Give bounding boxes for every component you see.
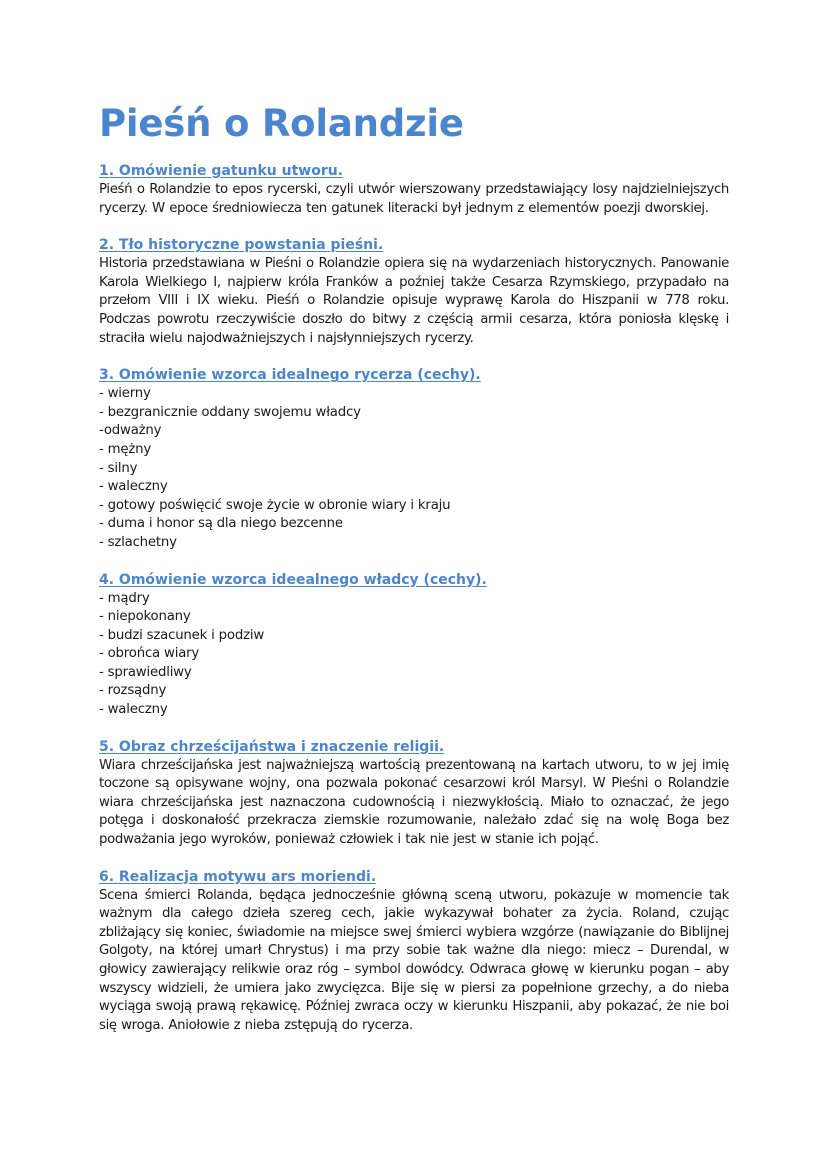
section-heading: 6. Realizacja motywu ars moriendi. (99, 868, 377, 885)
list-item: - mężny (99, 441, 152, 457)
trait-list (99, 385, 729, 552)
section-heading: 5. Obraz chrześcijaństwa i znaczenie religii. (99, 738, 445, 755)
list-item: - wierny (99, 386, 151, 402)
document-title: Pieśń o Rolandzie (99, 102, 464, 145)
list-item: - gotowy poświęcić swoje życie w obronie wiary i kraju (99, 497, 451, 513)
list-item: - budzi szacunek i podziw (99, 627, 265, 643)
document-page (99, 96, 729, 1053)
section-historical-background (99, 236, 729, 348)
section-christianity (99, 738, 729, 850)
list-item: - waleczny (99, 479, 168, 495)
section-ideal-knight (99, 366, 729, 552)
list-item: - waleczny (99, 702, 168, 718)
list-item: - obrońca wiary (99, 646, 200, 662)
section-ideal-ruler (99, 571, 729, 720)
section-heading: 1. Omówienie gatunku utworu. (99, 163, 344, 179)
section-paragraph: Wiara chrześcijańska jest najważniejszą wartością prezentowaną na kartach utworu, to w jej imię toczone są opisywane wojny, ona pozwala pokonać cesarzowi król Marsyl. W Pieśni o Rolandzie wiara chrześcijańska jest naznaczona cudownością i niezwykłością. Miało to oznaczać, że jego potęga i doskonałość przekracza ziemskie rozumowanie, należało zdać się na wolę Boga bez podważania jego wyroków, ponieważ człowiek i tak nie jest w stanie ich pojąć. (99, 757, 729, 848)
list-item: - niepokonany (99, 609, 191, 625)
section-ars-moriendi (99, 868, 729, 1036)
list-item: - sprawiedliwy (99, 664, 192, 680)
trait-list (99, 590, 729, 720)
list-item: - silny (99, 460, 138, 476)
list-item: - rozsądny (99, 683, 167, 699)
list-item: - bezgranicznie oddany swojemu władcy (99, 404, 361, 420)
section-paragraph: Scena śmierci Rolanda, będąca jednocześnie główną sceną utworu, pokazuje w momencie tak ważnym dla całego dzieła szereg cech, jakie wykazywał bohater za życia. Roland, czując zbliżający się koniec, świadomie na miejsce swej śmierci wybiera wzgórze (nawiązanie do Biblijnej Golgoty, na której umarł Chrystus) i ma przy sobie tak ważne dla niego: miecz – Durendal, w głowicy zawierający relikwie oraz róg – symbol dowódcy. Odwraca głowę w kierunku pogan – aby wszyscy widzieli, że umiera jako zwycięzca. Bije się w piersi za popełnione grzechy, a do nieba wyciąga swoją prawą rękawicę. Później zwraca oczy w kierunku Hiszpanii, aby pokazać, że nie boi się wroga. Aniołowie z nieba zstępują do rycerza. (99, 887, 729, 1033)
section-heading: 3. Omówienie wzorca idealnego rycerza (cechy). (99, 367, 481, 384)
list-item: - duma i honor są dla niego bezcenne (99, 516, 343, 532)
list-item: - mądry (99, 590, 150, 606)
section-paragraph: Pieśń o Rolandzie to epos rycerski, czyli utwór wierszowany przedstawiający losy najdzielniejszych rycerzy. W epoce średniowiecza ten gatunek literacki był jednym z elementów poezji dworskiej. (99, 182, 729, 216)
section-heading: 2. Tło historyczne powstania pieśni. (99, 237, 384, 254)
section-heading: 4. Omówienie wzorca ideealnego władcy (cechy). (99, 571, 487, 588)
section-genre (99, 162, 729, 218)
section-paragraph: Historia przedstawiana w Pieśni o Rolandzie opiera się na wydarzeniach historycznych. Panowanie Karola Wielkiego I, najpierw króla Franków a poźniej także Cesarza Rzymskiego, przypadało na przełom VIII i IX wieku. Pieśń o Rolandzie opisuje wyprawę Karola do Hiszpanii w 778 roku. Podczas powrotu rzeczywiście doszło do bitwy z częścią armii cesarza, która poniosła klęskę i straciła wielu najodważniejszych i najsłynniejszych rycerzy. (99, 256, 729, 346)
list-item: - szlachetny (99, 534, 177, 550)
list-item: -odważny (99, 423, 162, 439)
